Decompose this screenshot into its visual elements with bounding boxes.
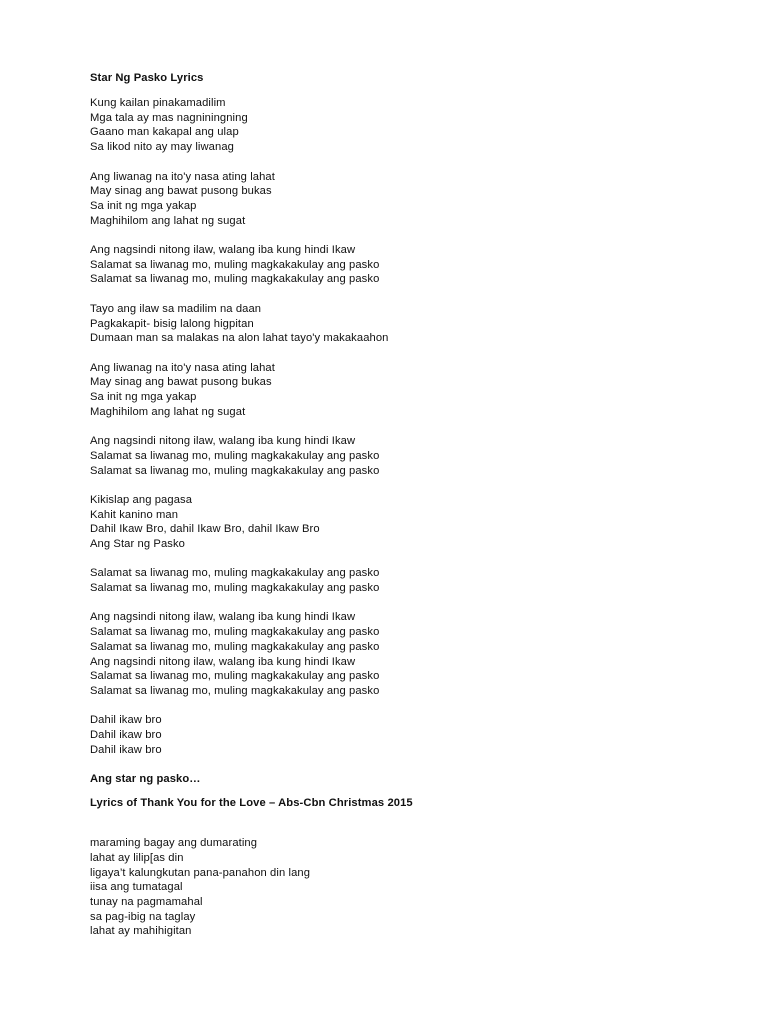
lyric-line: lahat ay lilip[as din (90, 851, 184, 864)
lyric-line: Ang nagsindi nitong ilaw, walang iba kung hindi Ikaw (90, 655, 356, 668)
lyric-line: Gaano man kakapal ang ulap (90, 126, 239, 139)
lyric-line: Dahil Ikaw Bro, dahil Ikaw Bro, dahil Ikaw Bro (90, 523, 320, 536)
lyric-line: Sa init ng mga yakap (90, 199, 197, 212)
lyric-line: Kikislap ang pagasa (90, 493, 193, 506)
lyric-line: Sa init ng mga yakap (90, 391, 197, 403)
lyric-line: Salamat sa liwanag mo, muling magkakakulay ang pasko (90, 626, 380, 639)
lyrics-stanza (90, 170, 690, 229)
lyric-line: Pagkakapit- bisig lalong higpitan (90, 317, 254, 330)
second-song-title: Lyrics of Thank You for the Love – Abs-Cbn Christmas 2015 (90, 797, 413, 810)
lyric-line: Ang liwanag na ito'y nasa ating lahat (90, 170, 275, 183)
lyric-line: Ang nagsindi nitong ilaw, walang iba kung hindi Ikaw (90, 435, 356, 448)
lyrics-stanza (90, 610, 690, 698)
lyric-line: Salamat sa liwanag mo, muling magkakakulay ang pasko (90, 640, 380, 653)
lyric-line: Salamat sa liwanag mo, muling magkakakulay ang pasko (90, 582, 380, 595)
lyric-line: Salamat sa liwanag mo, muling magkakakulay ang pasko (90, 258, 380, 271)
lyric-line: ligaya’t kalungkutan pana-panahon din lang (90, 866, 311, 879)
lyric-line: Ang nagsindi nitong ilaw, walang iba kung hindi Ikaw (90, 244, 356, 256)
lyric-line: Tayo ang ilaw sa madilim na daan (90, 302, 262, 315)
lyrics-stanza (90, 302, 690, 346)
lyric-line: Salamat sa liwanag mo, muling magkakakulay ang pasko (90, 464, 380, 477)
second-song-lyrics (90, 836, 690, 939)
lyric-line: Dahil ikaw bro (90, 714, 162, 727)
lyric-line: Ang Star ng Pasko (90, 538, 185, 550)
lyric-line: Salamat sa liwanag mo, muling magkakakulay ang pasko (90, 567, 380, 580)
lyric-line: Ang nagsindi nitong ilaw, walang iba kung hindi Ikaw (90, 611, 356, 624)
lyric-line: Kahit kanino man (90, 508, 179, 521)
lyrics-stanzas (90, 96, 690, 758)
lyric-line: Dahil ikaw bro (90, 743, 162, 756)
lyrics-stanza (90, 361, 690, 420)
lyric-line: Maghihilom ang lahat ng sugat (90, 214, 246, 227)
lyric-line: Salamat sa liwanag mo, muling magkakakulay ang pasko (90, 685, 380, 697)
lyric-line: Ang liwanag na ito'y nasa ating lahat (90, 361, 275, 374)
lyric-line: iisa ang tumatagal (90, 881, 183, 894)
document-title: Star Ng Pasko Lyrics (90, 72, 204, 84)
lyrics-stanza (90, 566, 690, 595)
lyric-line: Salamat sa liwanag mo, muling magkakakulay ang pasko (90, 273, 380, 286)
closing-line: Ang star ng pasko… (90, 773, 201, 786)
lyric-line: maraming bagay ang dumarating (90, 837, 258, 850)
lyrics-stanza (90, 96, 690, 155)
lyric-line: Dahil ikaw bro (90, 729, 162, 742)
lyric-line: Mga tala ay mas nagniningning (90, 111, 248, 124)
lyric-line: Sa likod nito ay may liwanag (90, 141, 234, 154)
lyric-line: May sinag ang bawat pusong bukas (90, 376, 272, 389)
lyrics-stanza (90, 434, 690, 478)
lyrics-stanza (90, 243, 690, 287)
lyrics-stanza (90, 713, 690, 757)
lyrics-stanza (90, 493, 690, 552)
lyric-line: sa pag-ibig na taglay (90, 910, 196, 923)
lyric-line: Kung kailan pinakamadilim (90, 97, 226, 109)
lyric-line: Salamat sa liwanag mo, muling magkakakulay ang pasko (90, 670, 380, 683)
lyric-line: May sinag ang bawat pusong bukas (90, 185, 272, 198)
lyric-line: lahat ay mahihigitan (90, 925, 192, 938)
lyric-line: Maghihilom ang lahat ng sugat (90, 405, 246, 418)
lyric-line: Salamat sa liwanag mo, muling magkakakulay ang pasko (90, 449, 380, 462)
lyrics-content (90, 71, 690, 939)
lyric-line: Dumaan man sa malakas na alon lahat tayo'y makakaahon (90, 332, 389, 345)
lyric-line: tunay na pagmamahal (90, 896, 203, 908)
